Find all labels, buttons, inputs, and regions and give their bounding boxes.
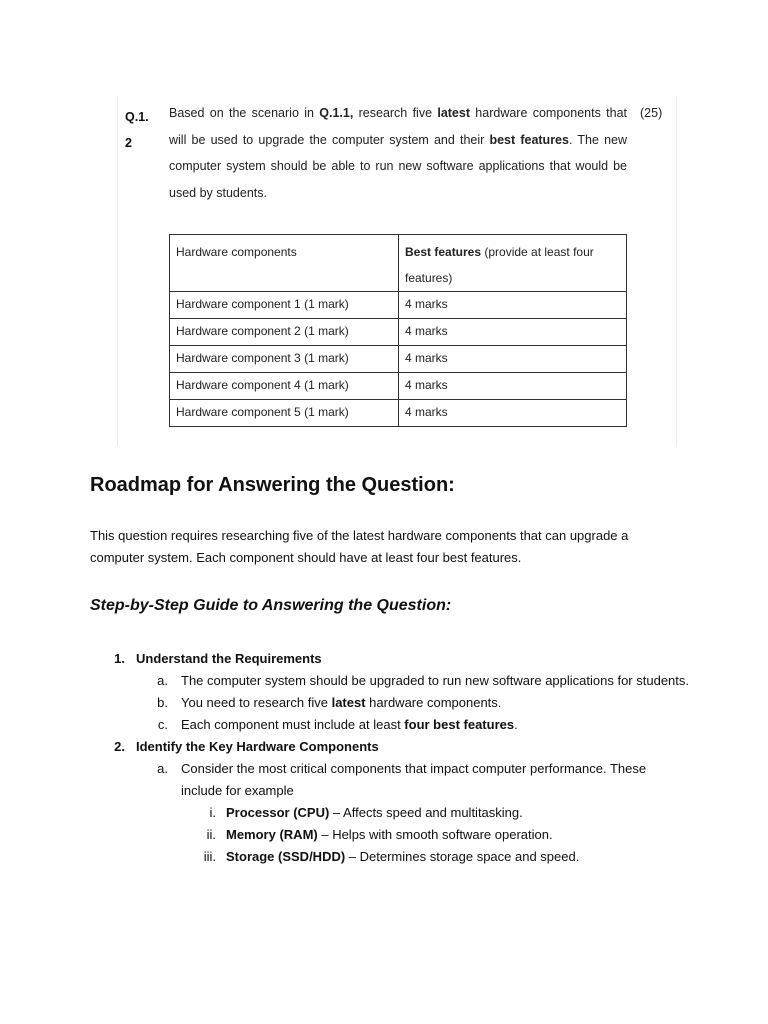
step-title: Understand the Requirements [136, 651, 322, 666]
table-cell-marks: 4 marks [399, 346, 627, 373]
table-cell-component: Hardware component 2 (1 mark) [170, 319, 399, 346]
table-header-row [170, 235, 627, 292]
list-item: 1. Understand the Requirements [114, 651, 322, 666]
list-item: b. You need to research five latest hardware components. [157, 695, 502, 710]
table-row [170, 319, 627, 346]
question-number: Q.1. 2 [125, 110, 149, 150]
table-row [170, 292, 627, 319]
table-row [170, 346, 627, 373]
table-cell-component: Hardware component 5 (1 mark) [170, 400, 399, 427]
list-item: i. Processor (CPU) – Affects speed and multitasking. [209, 805, 523, 820]
table-row [170, 400, 627, 427]
header-best-features: Best features (provide at least four features) [399, 235, 627, 292]
list-item: a. The computer system should be upgraded to run new software applications for students. [157, 673, 690, 688]
table-cell-marks: 4 marks [399, 319, 627, 346]
step-list [90, 648, 690, 868]
roadmap-heading: Roadmap for Answering the Question: [90, 474, 455, 496]
step-title: Identify the Key Hardware Components [136, 739, 379, 754]
table-cell-component: Hardware component 1 (1 mark) [170, 292, 399, 319]
list-item: a. Consider the most critical components that impact computer performance. These include for example [157, 761, 647, 798]
question-box [117, 96, 677, 446]
header-hardware-components: Hardware components [170, 235, 399, 292]
table-cell-component: Hardware component 4 (1 mark) [170, 373, 399, 400]
question-text: Based on the scenario in Q.1.1, research five latest hardware components that will be used to upgrade the computer system and their best features. The new computer system should be able to run new software applications that would be used by students. [169, 106, 627, 200]
question-marks: (25) [640, 106, 663, 120]
guide-heading: Step-by-Step Guide to Answering the Question: [90, 597, 452, 614]
table-cell-marks: 4 marks [399, 373, 627, 400]
table-row [170, 373, 627, 400]
list-item: iii. Storage (SSD/HDD) – Determines storage space and speed. [203, 849, 580, 864]
table-cell-marks: 4 marks [399, 292, 627, 319]
list-item: 2. Identify the Key Hardware Components [114, 739, 379, 754]
list-item: ii. Memory (RAM) – Helps with smooth software operation. [206, 827, 553, 842]
list-item: c. Each component must include at least four best features. [157, 717, 518, 732]
roadmap-intro: This question requires researching five of the latest hardware components that can upgrade a computer system. Each component should have at least four best features. [90, 528, 629, 565]
hardware-table [169, 234, 627, 427]
table-cell-component: Hardware component 3 (1 mark) [170, 346, 399, 373]
table-cell-marks: 4 marks [399, 400, 627, 427]
